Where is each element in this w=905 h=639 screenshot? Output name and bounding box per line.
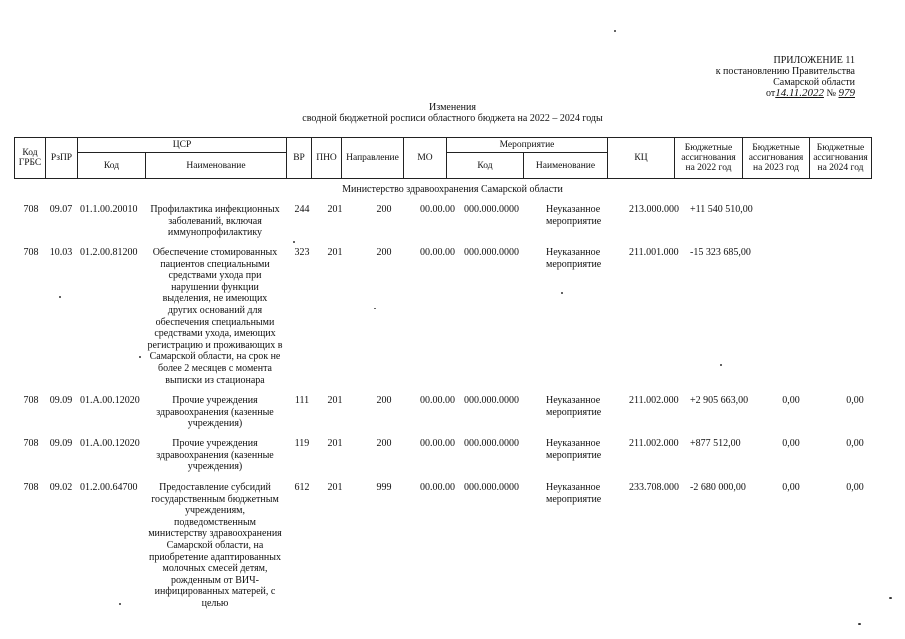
- cell-mkod: 000.000.0000: [464, 247, 519, 258]
- cell-grbs: 708: [23, 395, 39, 406]
- cell-pno: 201: [327, 395, 343, 406]
- cell-kc: 211.002.000: [629, 395, 679, 406]
- cell-mo: 00.00.00: [420, 438, 455, 449]
- header-mer-kod: Код: [447, 153, 524, 179]
- ministry-title: Министерство здравоохранения Самарской области: [342, 184, 563, 195]
- cell-2022: +11 540 510,00: [690, 204, 753, 215]
- header-napravlenie: Направление: [342, 138, 404, 179]
- cell-csr: 01.2.00.64700: [80, 482, 138, 493]
- document-heading: [0, 102, 905, 124]
- header-meropriyatie: Мероприятие: [447, 138, 608, 153]
- scan-speck: [119, 603, 121, 605]
- cell-name: Обеспечение стомированных пациентов специальными средствами ухода при нарушении функции выделения, не имеющих других оснований для обеспечения специальными средствами ухода, имеющих регистрацию и проживающих в Самарской области, на срок не более 2 месяцев с момента выписки из стационара: [147, 247, 283, 386]
- header-mo: МО: [404, 138, 447, 179]
- appendix-title: ПРИЛОЖЕНИЕ 11: [773, 55, 855, 66]
- cell-mo: 00.00.00: [420, 247, 455, 258]
- cell-pno: 201: [327, 204, 343, 215]
- cell-grbs: 708: [23, 482, 39, 493]
- header-rzpr: РзПР: [46, 138, 78, 179]
- date-prefix: от: [766, 88, 776, 99]
- cell-2024: 0,00: [846, 438, 864, 449]
- cell-rzpr: 09.02: [49, 482, 73, 493]
- cell-2023: 0,00: [782, 482, 800, 493]
- header-csr-name: Наименование: [146, 153, 287, 179]
- cell-mo: 00.00.00: [420, 395, 455, 406]
- cell-2022: -2 680 000,00: [690, 482, 746, 493]
- header-kod-grbs: Код ГРБС: [15, 138, 46, 179]
- cell-mkod: 000.000.0000: [464, 395, 519, 406]
- cell-mkod: 000.000.0000: [464, 438, 519, 449]
- cell-mo: 00.00.00: [420, 204, 455, 215]
- cell-rzpr: 09.09: [49, 438, 73, 449]
- cell-napr: 999: [376, 482, 392, 493]
- cell-kc: 211.002.000: [629, 438, 679, 449]
- cell-grbs: 708: [23, 204, 39, 215]
- scan-speck: [374, 308, 376, 309]
- cell-csr: 01.2.00.81200: [80, 247, 138, 258]
- cell-vr: 323: [294, 247, 310, 258]
- cell-mname: Неуказанное мероприятие: [546, 438, 602, 461]
- number-value: 979: [838, 87, 855, 99]
- header-kc: КЦ: [608, 138, 675, 179]
- cell-napr: 200: [376, 204, 392, 215]
- heading-line2: сводной бюджетной росписи областного бюджета на 2022 – 2024 годы: [302, 113, 603, 124]
- scan-speck: [59, 296, 61, 298]
- number-prefix: №: [826, 88, 836, 99]
- cell-2022: +877 512,00: [690, 438, 741, 449]
- cell-csr: 01.А.00.12020: [80, 395, 140, 406]
- cell-rzpr: 10.03: [49, 247, 73, 258]
- header-ba-2024: Бюджетные ассигнования на 2024 год: [810, 138, 872, 179]
- cell-kc: 233.708.000: [629, 482, 679, 493]
- cell-vr: 111: [294, 395, 310, 406]
- heading-line1: Изменения: [429, 102, 476, 113]
- header-csr: ЦСР: [78, 138, 287, 153]
- header-pno: ПНО: [312, 138, 342, 179]
- cell-vr: 612: [294, 482, 310, 493]
- cell-mname: Неуказанное мероприятие: [546, 482, 602, 505]
- cell-name: Предоставление субсидий государственным бюджетным учреждениям, подведомственным министерству здравоохранения Самарской области, на приобретение адаптированных молочных смесей детям, рожденным от ВИЧ-инфицированных матерей, с целью: [148, 482, 282, 609]
- cell-mname: Неуказанное мероприятие: [546, 247, 602, 270]
- header-ba-2022: Бюджетные ассигнования на 2022 год: [675, 138, 743, 179]
- cell-mkod: 000.000.0000: [464, 482, 519, 493]
- cell-grbs: 708: [23, 438, 39, 449]
- cell-vr: 119: [294, 438, 310, 449]
- appendix-block: [716, 55, 855, 99]
- cell-pno: 201: [327, 438, 343, 449]
- appendix-date-line: [716, 88, 855, 99]
- appendix-line1: к постановлению Правительства: [715, 66, 855, 77]
- cell-2022: +2 905 663,00: [690, 395, 749, 406]
- scan-speck: [889, 597, 892, 599]
- cell-pno: 201: [327, 247, 343, 258]
- cell-2022: -15 323 685,00: [690, 247, 751, 258]
- cell-pno: 201: [327, 482, 343, 493]
- cell-mname: Неуказанное мероприятие: [546, 204, 602, 227]
- cell-kc: 213.000.000: [629, 204, 679, 215]
- cell-name: Профилактика инфекционных заболеваний, включая иммунопрофилактику: [150, 204, 280, 239]
- scan-speck: [614, 30, 616, 32]
- cell-mo: 00.00.00: [420, 482, 455, 493]
- date-value: 14.11.2022: [775, 87, 824, 99]
- cell-napr: 200: [376, 438, 392, 449]
- cell-2024: 0,00: [846, 482, 864, 493]
- cell-rzpr: 09.07: [49, 204, 73, 215]
- header-csr-kod: Код: [78, 153, 146, 179]
- cell-name: Прочие учреждения здравоохранения (казенные учреждения): [156, 395, 274, 430]
- scan-speck: [720, 364, 722, 366]
- cell-mkod: 000.000.0000: [464, 204, 519, 215]
- cell-vr: 244: [294, 204, 310, 215]
- cell-2024: 0,00: [846, 395, 864, 406]
- scan-speck: [561, 292, 563, 294]
- cell-2023: 0,00: [782, 438, 800, 449]
- cell-csr: 01.1.00.20010: [80, 204, 138, 215]
- cell-2023: 0,00: [782, 395, 800, 406]
- cell-csr: 01.А.00.12020: [80, 438, 140, 449]
- table-header: [14, 137, 872, 179]
- scan-speck: [858, 623, 861, 625]
- cell-mname: Неуказанное мероприятие: [546, 395, 602, 418]
- cell-rzpr: 09.09: [49, 395, 73, 406]
- header-ba-2023: Бюджетные ассигнования на 2023 год: [743, 138, 810, 179]
- scan-speck: [139, 356, 141, 358]
- cell-napr: 200: [376, 395, 392, 406]
- cell-napr: 200: [376, 247, 392, 258]
- header-mer-name: Наименование: [524, 153, 608, 179]
- scan-speck: [293, 241, 295, 243]
- header-vr: ВР: [287, 138, 312, 179]
- cell-kc: 211.001.000: [629, 247, 679, 258]
- appendix-line2: Самарской области: [773, 77, 855, 88]
- cell-name: Прочие учреждения здравоохранения (казенные учреждения): [156, 438, 274, 473]
- cell-grbs: 708: [23, 247, 39, 258]
